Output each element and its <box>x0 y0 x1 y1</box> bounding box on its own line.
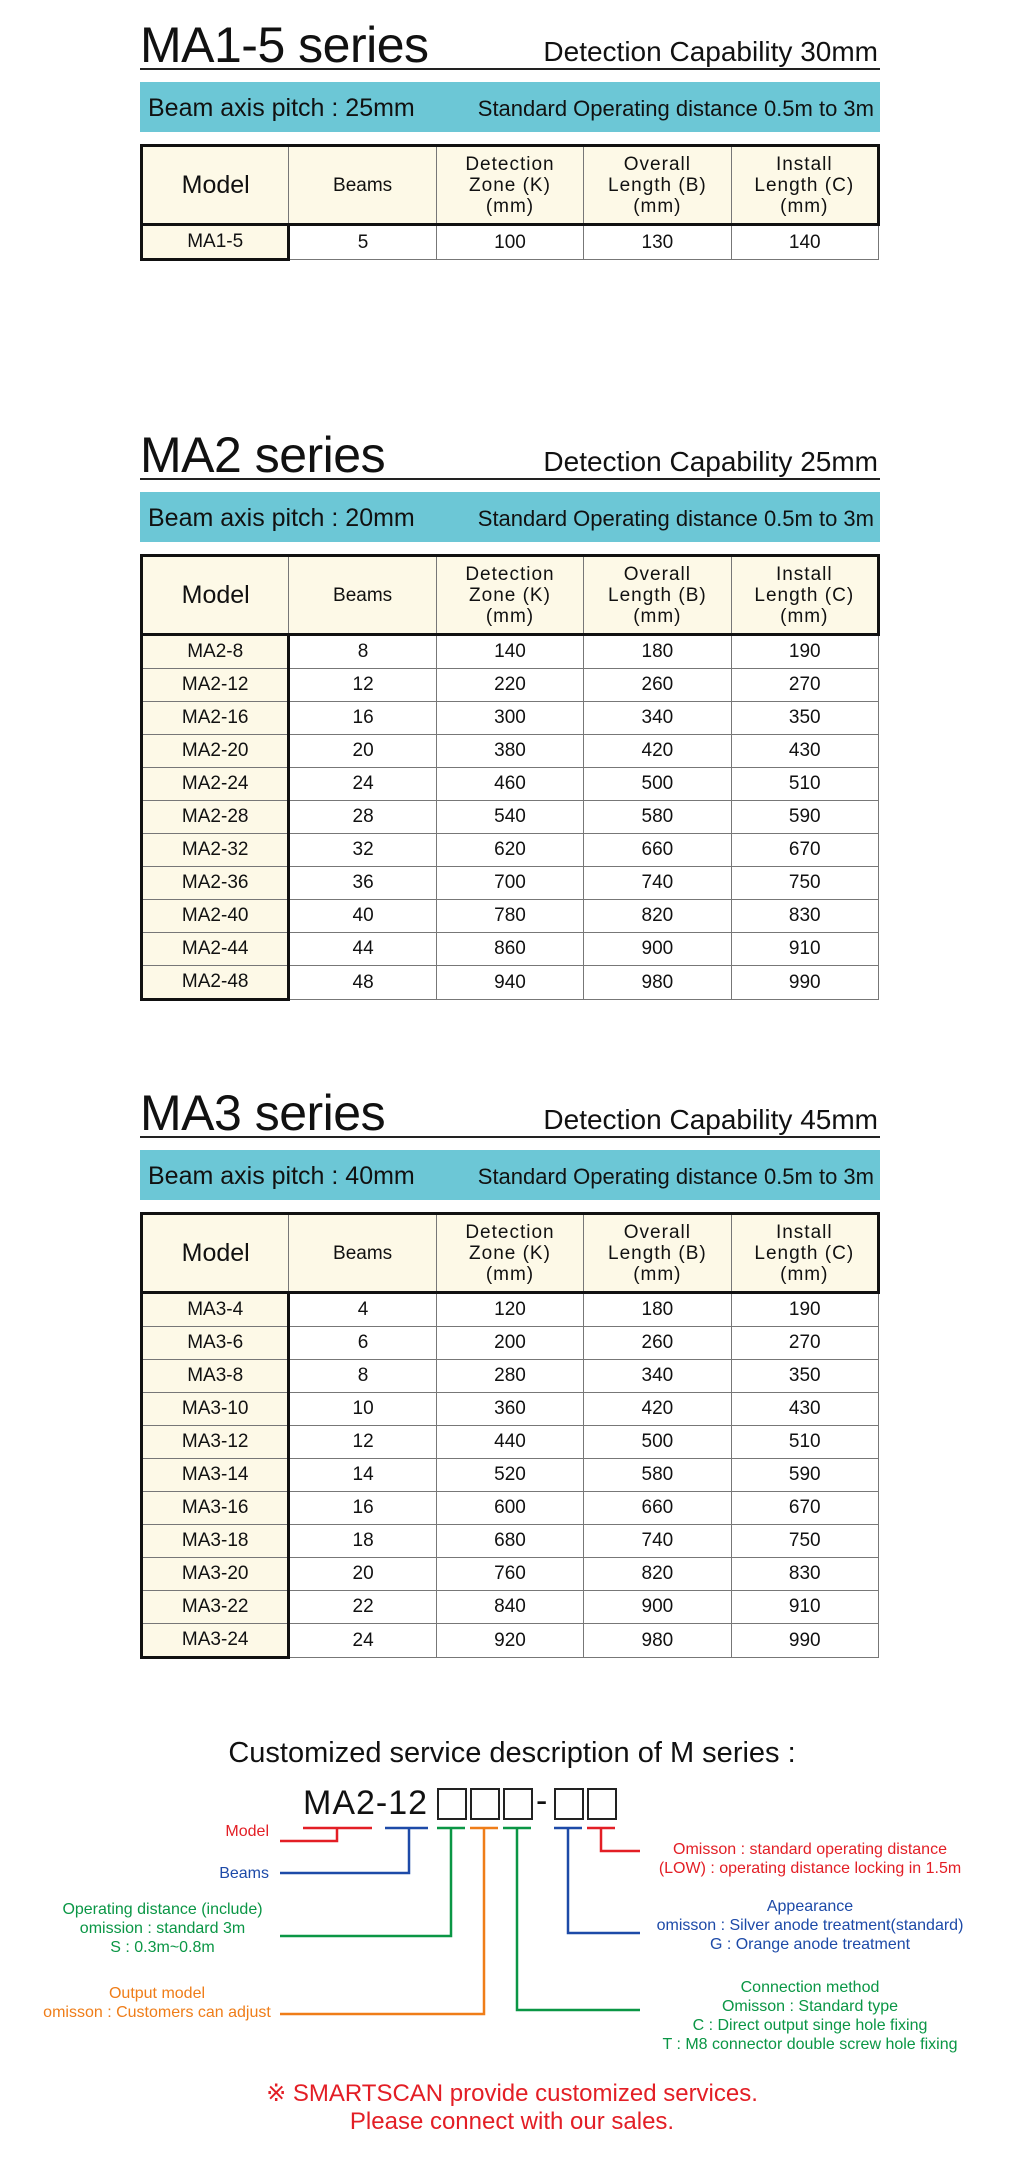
value-cell: 500 <box>584 1426 731 1459</box>
value-cell: 900 <box>584 1591 731 1624</box>
value-cell: 270 <box>731 1327 878 1360</box>
column-header: Beams <box>289 556 436 635</box>
beam-axis-pitch: Beam axis pitch : 40mm <box>148 1162 415 1190</box>
label-operating-distance <box>40 1900 285 1957</box>
column-header: Model <box>142 556 289 635</box>
value-cell: 430 <box>731 735 878 768</box>
value-cell: 340 <box>584 702 731 735</box>
beam-axis-pitch: Beam axis pitch : 25mm <box>148 94 415 122</box>
value-cell: 36 <box>289 867 436 900</box>
column-header: Install Length (C)(mm) <box>731 1214 878 1293</box>
model-cell: MA3-4 <box>142 1293 289 1327</box>
model-cell: MA3-10 <box>142 1393 289 1426</box>
model-cell: MA2-44 <box>142 933 289 966</box>
label-distance-line3: S : 0.3m~0.8m <box>110 1939 215 1956</box>
value-cell: 200 <box>436 1327 583 1360</box>
value-cell: 140 <box>731 225 878 260</box>
operating-distance: Standard Operating distance 0.5m to 3m <box>477 1164 874 1189</box>
value-cell: 24 <box>289 768 436 801</box>
value-cell: 820 <box>584 900 731 933</box>
model-cell: MA2-8 <box>142 635 289 669</box>
value-cell: 340 <box>584 1360 731 1393</box>
value-cell: 420 <box>584 735 731 768</box>
model-cell: MA2-20 <box>142 735 289 768</box>
value-cell: 4 <box>289 1293 436 1327</box>
label-connection-line1: Connection method <box>740 1979 880 1996</box>
detection-capability: Detection Capability 30mm <box>543 36 878 67</box>
model-code: MA2-12 <box>303 1784 429 1822</box>
value-cell: 260 <box>584 669 731 702</box>
value-cell: 430 <box>731 1393 878 1426</box>
label-connection-line4: T : M8 connector double screw hole fixing <box>662 2036 958 2053</box>
value-cell: 990 <box>731 1624 878 1658</box>
value-cell: 16 <box>289 702 436 735</box>
column-header: Detection Zone (K)(mm) <box>436 146 583 225</box>
value-cell: 260 <box>584 1327 731 1360</box>
custom-title: Customized service description of M series : <box>228 1737 796 1769</box>
detection-capability: Detection Capability 25mm <box>543 446 878 477</box>
value-cell: 18 <box>289 1525 436 1558</box>
value-cell: 8 <box>289 635 436 669</box>
label-appearance-line3: G : Orange anode treatment <box>709 1936 911 1953</box>
value-cell: 8 <box>289 1360 436 1393</box>
footer-line2: Please connect with our sales. <box>349 2108 675 2135</box>
value-cell: 180 <box>584 1293 731 1327</box>
model-cell: MA2-32 <box>142 834 289 867</box>
label-connection-line3: C : Direct output singe hole fixing <box>692 2017 928 2034</box>
label-appearance-line1: Appearance <box>766 1898 854 1915</box>
value-cell: 700 <box>436 867 583 900</box>
value-cell: 6 <box>289 1327 436 1360</box>
value-cell: 40 <box>289 900 436 933</box>
value-cell: 670 <box>731 1492 878 1525</box>
value-cell: 910 <box>731 1591 878 1624</box>
model-cell: MA2-28 <box>142 801 289 834</box>
section-title: MA3 series <box>140 1085 386 1141</box>
beam-axis-pitch: Beam axis pitch : 20mm <box>148 504 415 532</box>
label-output-line2: omisson : Customers can adjust <box>43 2004 271 2021</box>
value-cell: 48 <box>289 966 436 1000</box>
footer-notice <box>0 2080 1024 2136</box>
column-header: Overall Length (B)(mm) <box>584 1214 731 1293</box>
value-cell: 12 <box>289 669 436 702</box>
value-cell: 44 <box>289 933 436 966</box>
model-cell: MA3-20 <box>142 1558 289 1591</box>
value-cell: 140 <box>436 635 583 669</box>
model-cell: MA3-22 <box>142 1591 289 1624</box>
value-cell: 660 <box>584 1492 731 1525</box>
value-cell: 920 <box>436 1624 583 1658</box>
value-cell: 980 <box>584 966 731 1000</box>
label-output-model <box>36 1984 278 2022</box>
value-cell: 760 <box>436 1558 583 1591</box>
column-header: Model <box>142 146 289 225</box>
operating-distance: Standard Operating distance 0.5m to 3m <box>477 96 874 121</box>
value-cell: 840 <box>436 1591 583 1624</box>
value-cell: 910 <box>731 933 878 966</box>
value-cell: 580 <box>584 1459 731 1492</box>
value-cell: 22 <box>289 1591 436 1624</box>
value-cell: 660 <box>584 834 731 867</box>
value-cell: 280 <box>436 1360 583 1393</box>
value-cell: 20 <box>289 1558 436 1591</box>
detection-capability: Detection Capability 45mm <box>543 1104 878 1135</box>
code-dash: - <box>536 1782 548 1820</box>
label-omisson-line1: Omisson : standard operating distance <box>673 1841 947 1858</box>
column-header: Detection Zone (K)(mm) <box>436 1214 583 1293</box>
column-header: Overall Length (B)(mm) <box>584 146 731 225</box>
value-cell: 780 <box>436 900 583 933</box>
model-cell: MA2-40 <box>142 900 289 933</box>
value-cell: 500 <box>584 768 731 801</box>
label-output-line1: Output model <box>108 1985 206 2002</box>
value-cell: 420 <box>584 1393 731 1426</box>
model-cell: MA2-48 <box>142 966 289 1000</box>
value-cell: 990 <box>731 966 878 1000</box>
value-cell: 510 <box>731 768 878 801</box>
column-header: Beams <box>289 1214 436 1293</box>
model-cell: MA1-5 <box>142 225 289 260</box>
value-cell: 600 <box>436 1492 583 1525</box>
value-cell: 440 <box>436 1426 583 1459</box>
label-appearance <box>640 1897 980 1954</box>
value-cell: 980 <box>584 1624 731 1658</box>
model-cell: MA3-12 <box>142 1426 289 1459</box>
value-cell: 12 <box>289 1426 436 1459</box>
label-omisson-distance <box>640 1840 980 1878</box>
value-cell: 20 <box>289 735 436 768</box>
value-cell: 5 <box>289 225 436 260</box>
model-cell: MA3-6 <box>142 1327 289 1360</box>
value-cell: 580 <box>584 801 731 834</box>
label-distance-line1: Operating distance (include) <box>62 1901 263 1918</box>
value-cell: 520 <box>436 1459 583 1492</box>
column-header: Model <box>142 1214 289 1293</box>
model-cell: MA3-8 <box>142 1360 289 1393</box>
section-title: MA2 series <box>140 427 386 483</box>
model-cell: MA2-12 <box>142 669 289 702</box>
column-header: Beams <box>289 146 436 225</box>
value-cell: 16 <box>289 1492 436 1525</box>
footer-line1: ※ SMARTSCAN provide customized services. <box>266 2080 758 2107</box>
value-cell: 24 <box>289 1624 436 1658</box>
column-header: Install Length (C)(mm) <box>731 556 878 635</box>
model-cell: MA2-24 <box>142 768 289 801</box>
value-cell: 620 <box>436 834 583 867</box>
value-cell: 130 <box>584 225 731 260</box>
model-cell: MA3-16 <box>142 1492 289 1525</box>
value-cell: 180 <box>584 635 731 669</box>
value-cell: 220 <box>436 669 583 702</box>
value-cell: 830 <box>731 900 878 933</box>
value-cell: 190 <box>731 1293 878 1327</box>
value-cell: 300 <box>436 702 583 735</box>
label-connection-method <box>640 1978 980 2054</box>
value-cell: 350 <box>731 1360 878 1393</box>
column-header: Install Length (C)(mm) <box>731 146 878 225</box>
label-beams: Beams <box>219 1865 269 1882</box>
model-cell: MA3-14 <box>142 1459 289 1492</box>
value-cell: 670 <box>731 834 878 867</box>
model-cell: MA2-16 <box>142 702 289 735</box>
value-cell: 32 <box>289 834 436 867</box>
value-cell: 10 <box>289 1393 436 1426</box>
value-cell: 14 <box>289 1459 436 1492</box>
value-cell: 860 <box>436 933 583 966</box>
section-title: MA1-5 series <box>140 17 429 73</box>
model-cell: MA2-36 <box>142 867 289 900</box>
operating-distance: Standard Operating distance 0.5m to 3m <box>477 506 874 531</box>
value-cell: 270 <box>731 669 878 702</box>
value-cell: 510 <box>731 1426 878 1459</box>
value-cell: 360 <box>436 1393 583 1426</box>
value-cell: 590 <box>731 1459 878 1492</box>
label-model: Model <box>225 1823 269 1840</box>
value-cell: 820 <box>584 1558 731 1591</box>
column-header: Detection Zone (K)(mm) <box>436 556 583 635</box>
value-cell: 900 <box>584 933 731 966</box>
value-cell: 740 <box>584 867 731 900</box>
label-omisson-line2: (LOW) : operating distance locking in 1.5m <box>658 1860 962 1877</box>
value-cell: 28 <box>289 801 436 834</box>
value-cell: 100 <box>436 225 583 260</box>
value-cell: 940 <box>436 966 583 1000</box>
model-cell: MA3-18 <box>142 1525 289 1558</box>
value-cell: 750 <box>731 867 878 900</box>
column-header: Overall Length (B)(mm) <box>584 556 731 635</box>
value-cell: 540 <box>436 801 583 834</box>
value-cell: 680 <box>436 1525 583 1558</box>
model-cell: MA3-24 <box>142 1624 289 1658</box>
label-connection-line2: Omisson : Standard type <box>721 1998 899 2015</box>
value-cell: 830 <box>731 1558 878 1591</box>
value-cell: 380 <box>436 735 583 768</box>
value-cell: 460 <box>436 768 583 801</box>
value-cell: 750 <box>731 1525 878 1558</box>
value-cell: 350 <box>731 702 878 735</box>
value-cell: 740 <box>584 1525 731 1558</box>
label-distance-line2: omission : standard 3m <box>79 1920 246 1937</box>
label-appearance-line2: omisson : Silver anode treatment(standard) <box>656 1917 964 1934</box>
value-cell: 190 <box>731 635 878 669</box>
value-cell: 590 <box>731 801 878 834</box>
value-cell: 120 <box>436 1293 583 1327</box>
